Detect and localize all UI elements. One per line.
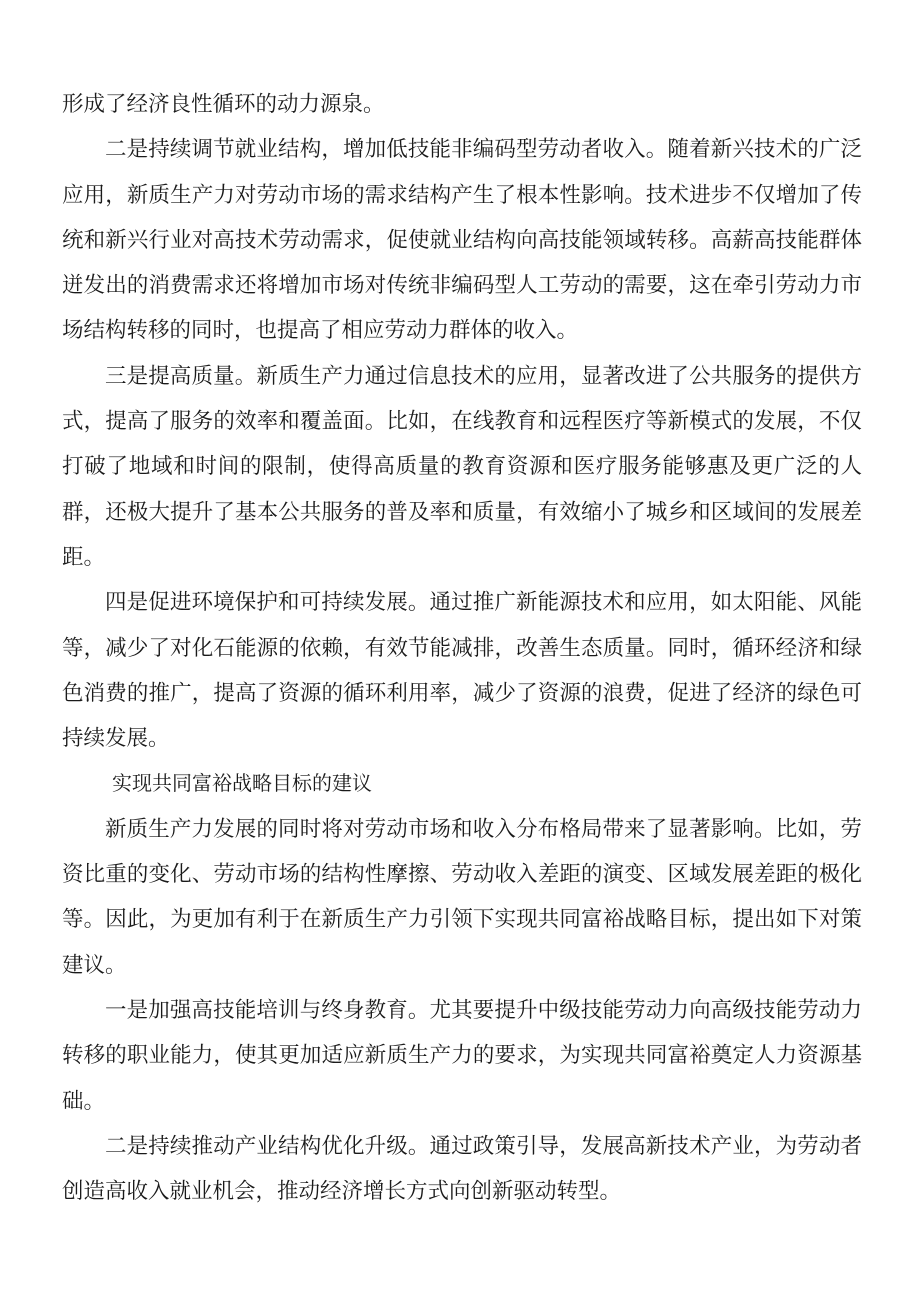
paragraph-industry-upgrade: 二是持续推动产业结构优化升级。通过政策引导，发展高新技术产业，为劳动者创造高收入就业机会，推动经济增长方式向创新驱动转型。 (62, 1133, 862, 1205)
paragraph-intro-suggestions: 新质生产力发展的同时将对劳动市场和收入分布格局带来了显著影响。比如，劳资比重的变化、劳动市场的结构性摩擦、劳动收入差距的演变、区域发展差距的极化等。因此，为更加有利于在新质生产力引领下实现共同富裕战略目标，提出如下对策建议。 (62, 816, 862, 978)
paragraph-quality: 三是提高质量。新质生产力通过信息技术的应用，显著改进了公共服务的提供方式，提高了服务的效率和覆盖面。比如，在线教育和远程医疗等新模式的发展，不仅打破了地域和时间的限制，使得高质量的教育资源和医疗服务能够惠及更广泛的人群，还极大提升了基本公共服务的普及率和质量，有效缩小了城乡和区域间的发展差距。 (62, 363, 862, 570)
paragraph-continuation: 形成了经济良性循环的动力源泉。 (62, 92, 385, 117)
paragraph-employment-structure: 二是持续调节就业结构，增加低技能非编码型劳动者收入。随着新兴技术的广泛应用，新质生产力对劳动市场的需求结构产生了根本性影响。技术进步不仅增加了传统和新兴行业对高技术劳动需求，促使就业结构向高技能领域转移。高薪高技能群体迸发出的消费需求还将增加市场对传统非编码型人工劳动的需要，这在牵引劳动力市场结构转移的同时，也提高了相应劳动力群体的收入。 (62, 137, 862, 344)
document-body (62, 82, 862, 1214)
paragraph-training: 一是加强高技能培训与终身教育。尤其要提升中级技能劳动力向高级技能劳动力转移的职业能力，使其更加适应新质生产力的要求，为实现共同富裕奠定人力资源基础。 (62, 997, 862, 1114)
section-heading: 实现共同富裕战略目标的建议 (112, 771, 372, 796)
paragraph-environment: 四是促进环境保护和可持续发展。通过推广新能源技术和应用，如太阳能、风能等，减少了对化石能源的依赖，有效节能减排，改善生态质量。同时，循环经济和绿色消费的推广，提高了资源的循环利用率，减少了资源的浪费，促进了经济的绿色可持续发展。 (62, 590, 862, 752)
